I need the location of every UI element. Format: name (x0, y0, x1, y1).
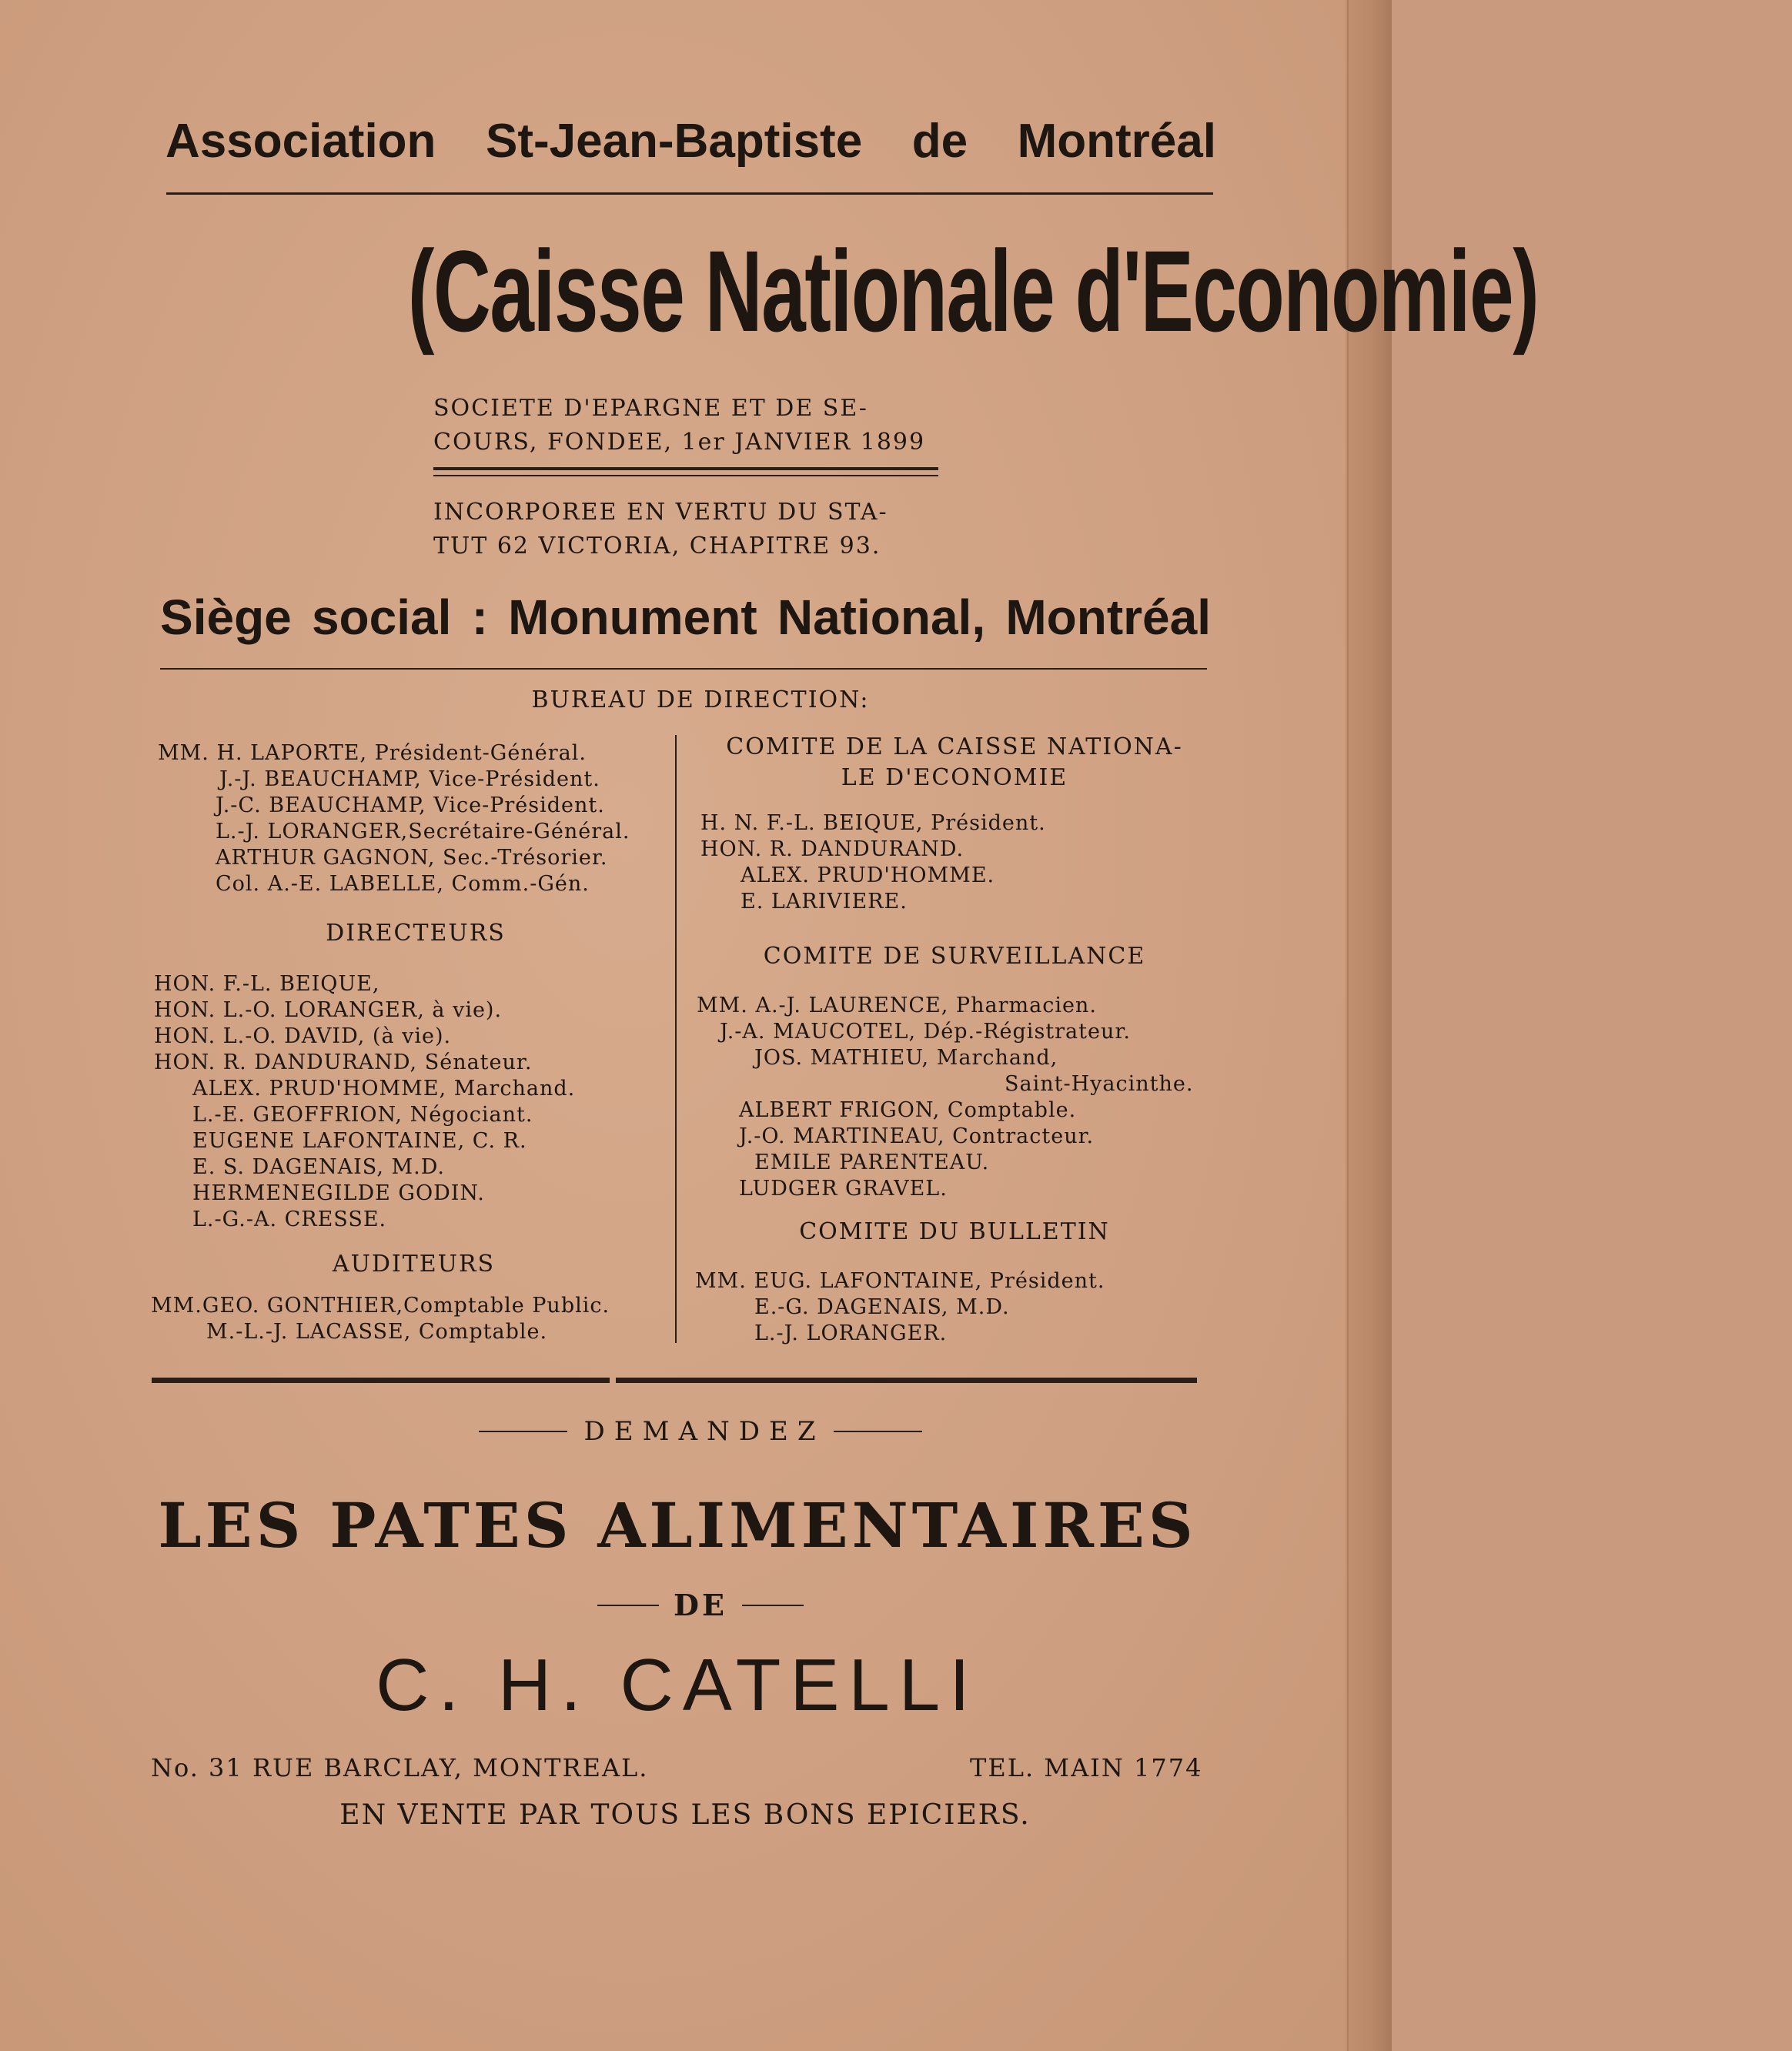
bulletin-member: E.-G. DAGENAIS, M.D. (754, 1295, 1010, 1319)
surveillance-member: J.-A. MAUCOTEL, Dép.-Régistrateur. (720, 1020, 1131, 1044)
demandez-dash-left (479, 1431, 567, 1432)
surveillance-heading: COMITE DE SURVEILLANCE (763, 943, 1146, 970)
founded-rule-2 (433, 475, 938, 476)
siege-social: Siège social : Monument National, Montréal (160, 590, 1211, 645)
bureau-member: L.-J. LORANGER,Secrétaire-Général. (216, 820, 630, 843)
directeurs-list (154, 971, 575, 1233)
surveillance-list (697, 993, 1193, 1202)
association-heading: Association St-Jean-Baptiste de Montréal (165, 115, 1216, 168)
de-line (508, 1588, 893, 1626)
siege-rule (160, 668, 1207, 670)
surveillance-member: MM. A.-J. LAURENCE, Pharmacien. (697, 994, 1097, 1017)
bulletin-heading: COMITE DU BULLETIN (799, 1218, 1110, 1245)
directeur: E. S. DAGENAIS, M.D. (192, 1155, 445, 1179)
surveillance-member: LUDGER GRAVEL. (739, 1177, 948, 1201)
surveillance-member: Saint-Hyacinthe. (1005, 1072, 1194, 1096)
founded-line-2: COURS, FONDEE, 1er JANVIER 1899 (433, 429, 926, 456)
bulletin-member: MM. EUG. LAFONTAINE, Président. (695, 1269, 1105, 1293)
directeurs-heading: DIRECTEURS (326, 920, 506, 947)
incorporated-line-2: TUT 62 VICTORIA, CHAPITRE 93. (433, 533, 881, 560)
directeur: ALEX. PRUD'HOMME, Marchand. (192, 1077, 576, 1101)
de-dash-right (742, 1605, 804, 1606)
brand-name: C. H. CATELLI (376, 1644, 979, 1726)
founded-rule-1 (433, 467, 938, 470)
ad-address: No. 31 RUE BARCLAY, MONTREAL. (151, 1753, 649, 1782)
surveillance-member: EMILE PARENTEAU. (754, 1151, 990, 1174)
bureau-list (158, 740, 630, 897)
bureau-heading: BUREAU DE DIRECTION: (531, 686, 870, 713)
surveillance-member: J.-O. MARTINEAU, Contracteur. (739, 1124, 1095, 1148)
bureau-member: J.-J. BEAUCHAMP, Vice-Président. (219, 767, 600, 791)
ad-headline: LES PATES ALIMENTAIRES (158, 1489, 1197, 1562)
directeur: L.-E. GEOFFRION, Négociant. (192, 1103, 533, 1127)
demandez-text: DEMANDEZ (583, 1416, 825, 1447)
comite-caisse-heading-2: LE D'ECONOMIE (841, 764, 1068, 791)
comite-member: HON. R. DANDURAND. (700, 837, 965, 861)
directeur: HON. L.-O. LORANGER, à vie). (154, 998, 503, 1022)
directeur: HON. F.-L. BEIQUE, (154, 972, 380, 996)
caisse-title: (Caisse Nationale d'Economie) (407, 226, 1539, 356)
bulletin-list (695, 1268, 1105, 1347)
auditeurs-heading: AUDITEURS (332, 1251, 496, 1278)
comite-member: ALEX. PRUD'HOMME. (741, 863, 995, 887)
comite-member: H. N. F.-L. BEIQUE, Président. (700, 811, 1046, 835)
incorporated-line-1: INCORPOREE EN VERTU DU STA- (433, 499, 888, 526)
bureau-member: Col. A.-E. LABELLE, Comm.-Gén. (216, 872, 590, 896)
auditeurs-list (151, 1293, 610, 1345)
ad-telephone: TEL. MAIN 1774 (970, 1753, 1203, 1782)
auditeur: M.-L.-J. LACASSE, Comptable. (206, 1320, 548, 1344)
directeur: HON. L.-O. DAVID, (à vie). (154, 1024, 452, 1048)
header-rule (166, 192, 1213, 195)
bulletin-member: L.-J. LORANGER. (754, 1321, 948, 1345)
demandez-line (431, 1416, 970, 1455)
caisse-title-wrap (154, 222, 1539, 360)
comite-caisse-list (700, 810, 1046, 915)
demandez-dash-right (834, 1431, 922, 1432)
surveillance-member: ALBERT FRIGON, Comptable. (739, 1098, 1077, 1122)
directeur: HERMENEGILDE GODIN. (192, 1181, 485, 1205)
auditeur: MM.GEO. GONTHIER,Comptable Public. (151, 1294, 610, 1318)
de-text: DE (674, 1588, 727, 1622)
bureau-member: ARTHUR GAGNON, Sec.-Trésorier. (216, 846, 608, 870)
bureau-member: J.-C. BEAUCHAMP, Vice-Président. (216, 793, 605, 817)
directeur: HON. R. DANDURAND, Sénateur. (154, 1051, 533, 1074)
section-separator-right (616, 1378, 1197, 1383)
comite-member: E. LARIVIERE. (741, 890, 908, 914)
column-divider (675, 735, 677, 1343)
section-separator-left (152, 1378, 610, 1383)
bureau-member: MM. H. LAPORTE, Président-Général. (158, 741, 587, 765)
ad-tagline: EN VENTE PAR TOUS LES BONS EPICIERS. (339, 1799, 1031, 1831)
de-dash-left (597, 1605, 659, 1606)
directeur: L.-G.-A. CRESSE. (192, 1208, 387, 1231)
surveillance-member: JOS. MATHIEU, Marchand, (754, 1046, 1058, 1070)
founded-line-1: SOCIETE D'EPARGNE ET DE SE- (433, 395, 868, 422)
directeur: EUGENE LAFONTAINE, C. R. (192, 1129, 527, 1153)
comite-caisse-heading-1: COMITE DE LA CAISSE NATIONA- (726, 733, 1183, 760)
